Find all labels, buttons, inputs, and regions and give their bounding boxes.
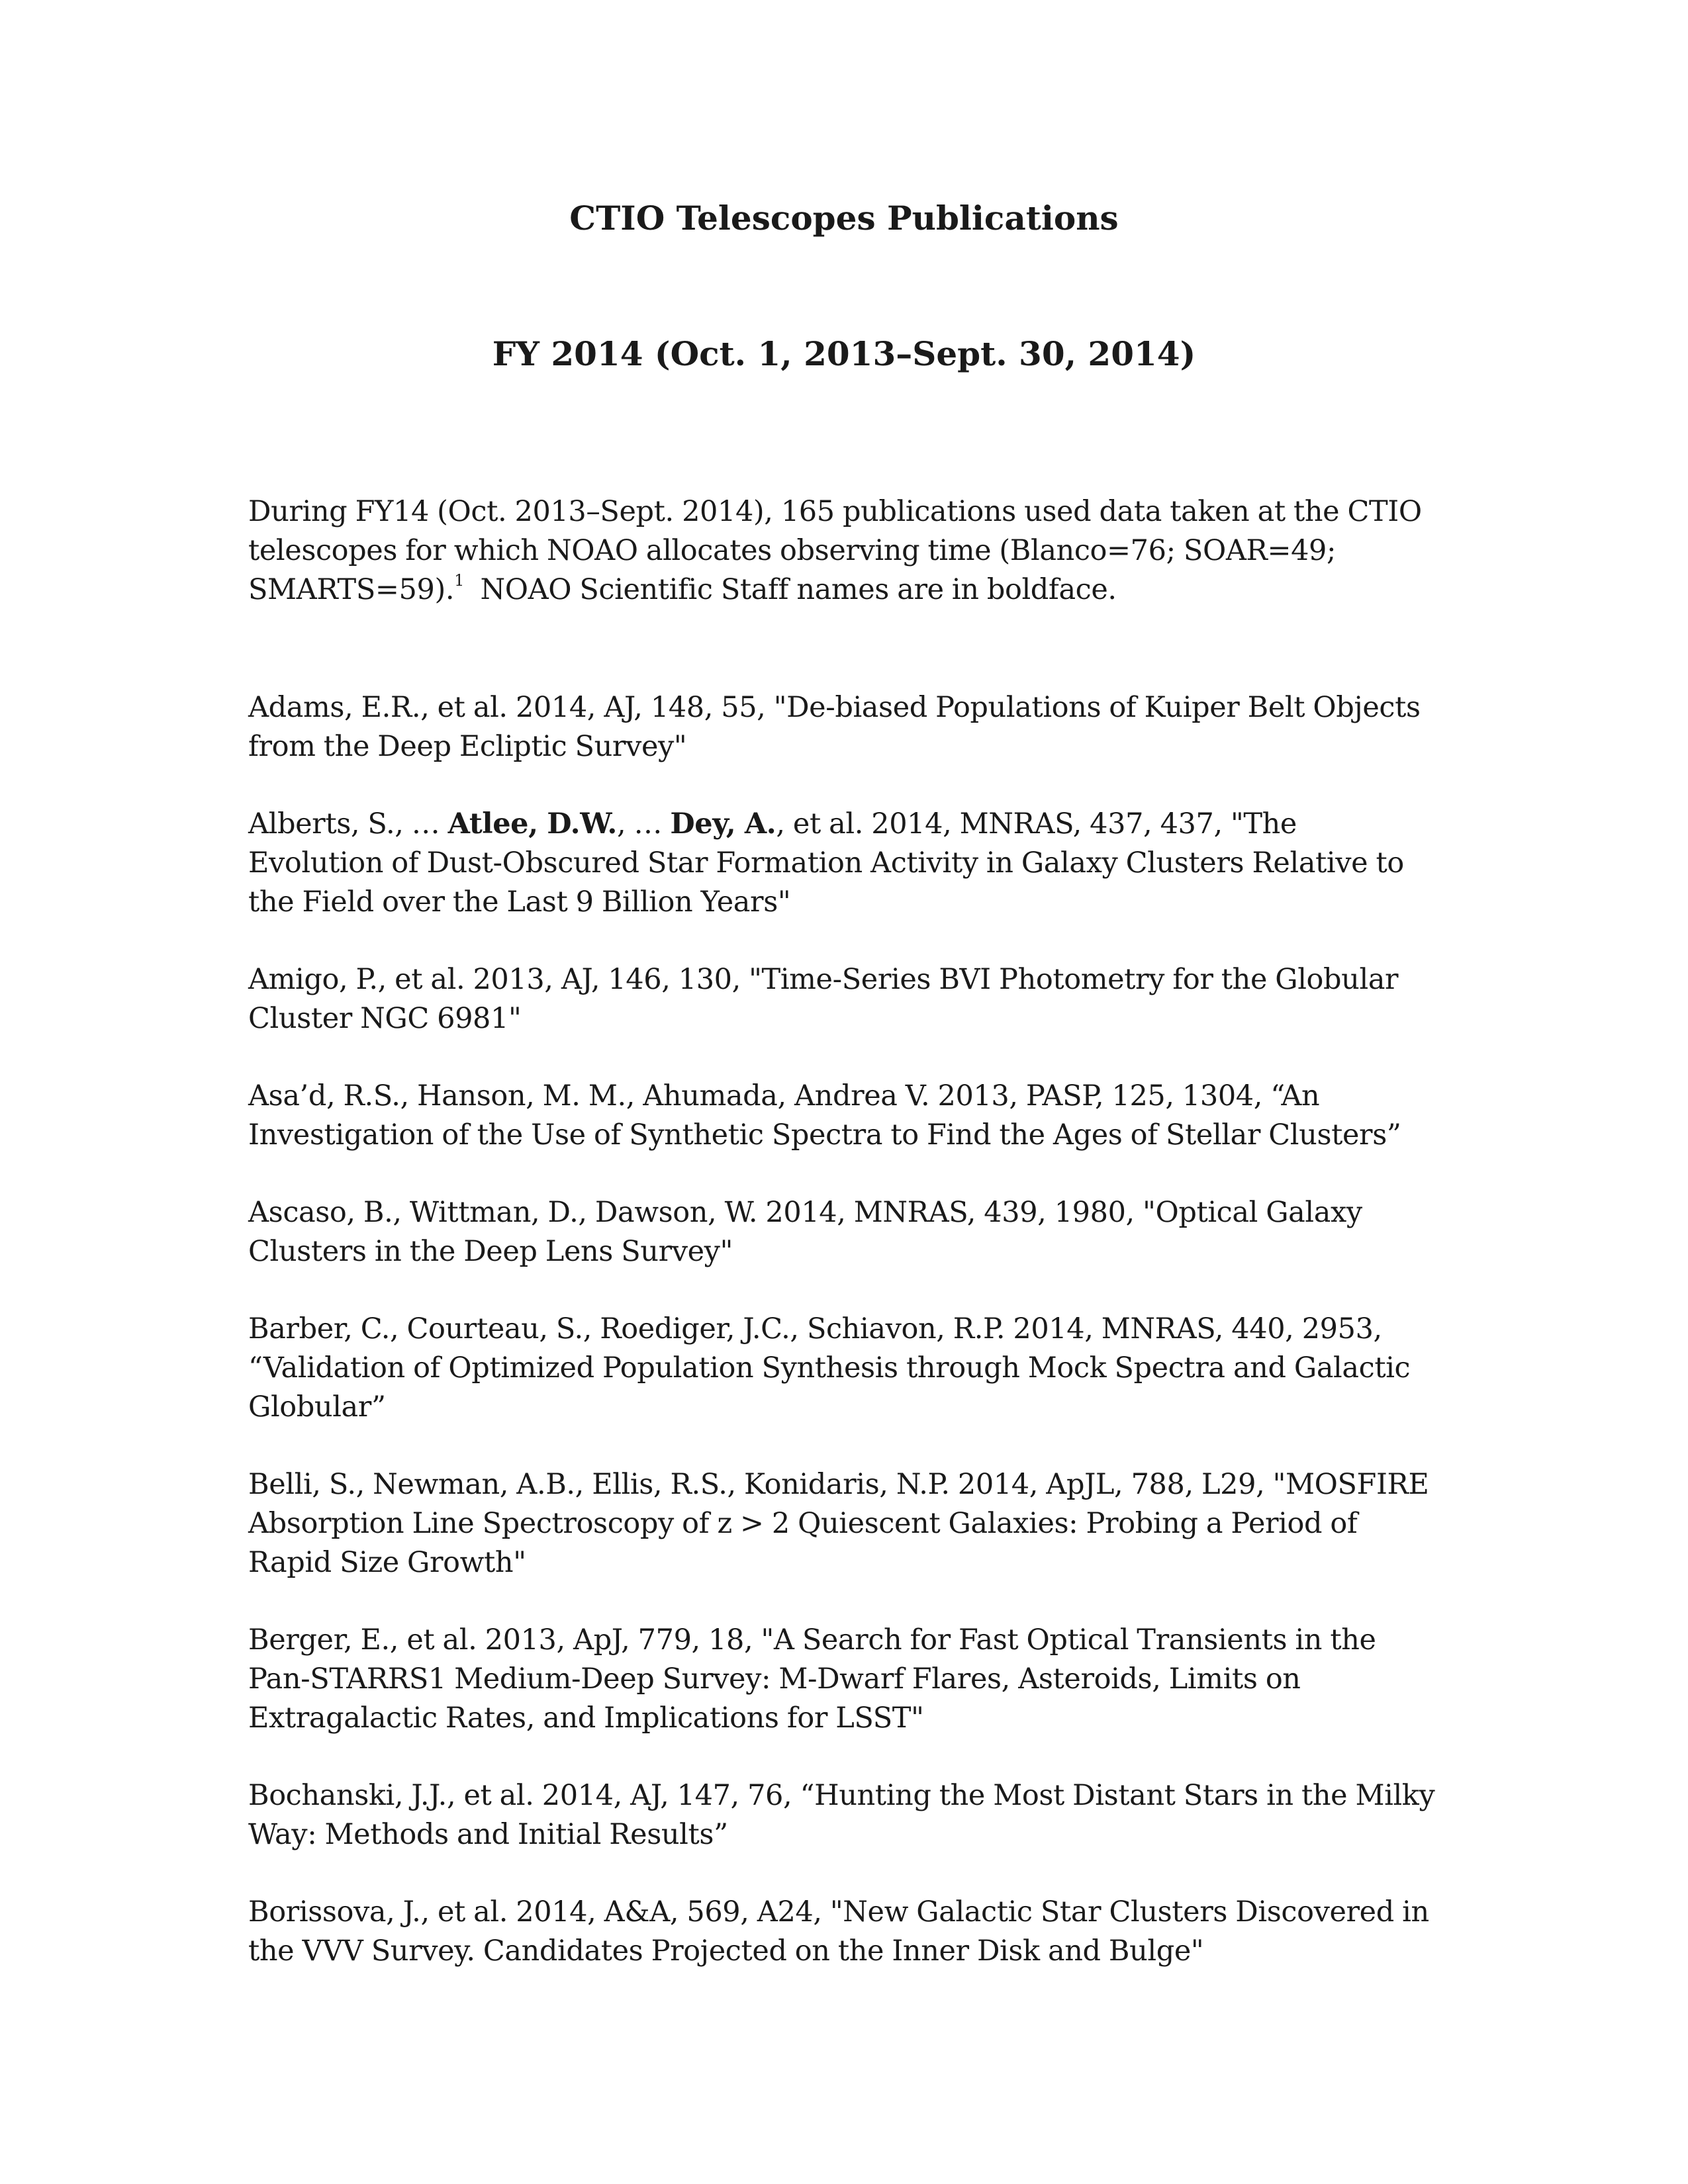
- reference-text: , et al. 2014, MNRAS, 437, 437, "The Evolution of Dust-Obscured Star Formation Activity in Galaxy Clusters Relative to the Field over the Last 9 Billion Years": [248, 807, 1404, 919]
- reference-item: [248, 1465, 1440, 1582]
- reference-text: Berger, E., et al. 2013, ApJ, 779, 18, "A Search for Fast Optical Transients in the Pan-STARRS1 Medium-Deep Survey: M-Dwarf Flares, Asteroids, Limits on Extragalactic Rates, and Implications for LSST": [248, 1623, 1376, 1735]
- staff-author-name: Atlee, D.W.: [447, 807, 617, 841]
- document-subtitle: FY 2014 (Oct. 1, 2013–Sept. 30, 2014): [492, 334, 1196, 373]
- reference-text: Ascaso, B., Wittman, D., Dawson, W. 2014, MNRAS, 439, 1980, "Optical Galaxy Clusters in the Deep Lens Survey": [248, 1196, 1362, 1268]
- reference-text: Adams, E.R., et al. 2014, AJ, 148, 55, "De-biased Populations of Kuiper Belt Objects from the Deep Ecliptic Survey": [248, 691, 1421, 763]
- reference-item: [248, 1893, 1440, 1971]
- reference-text: Borissova, J., et al. 2014, A&A, 569, A24, "New Galactic Star Clusters Discovered in the VVV Survey. Candidates Projected on the Inner Disk and Bulge": [248, 1895, 1429, 1968]
- reference-text: Belli, S., Newman, A.B., Ellis, R.S., Konidaris, N.P. 2014, ApJL, 788, L29, "MOSFIRE Absorption Line Spectroscopy of z > 2 Quiescent Galaxies: Probing a Period of Rapid Size Growth": [248, 1468, 1429, 1579]
- reference-text: Bochanski, J.J., et al. 2014, AJ, 147, 76, “Hunting the Most Distant Stars in the Milky Way: Methods and Initial Results”: [248, 1779, 1435, 1851]
- intro-text: During FY14 (Oct. 2013–Sept. 2014), 165 publications used data taken at the CTIO telescopes for which NOAO allocates observing time (Blanco=76; SOAR=49; SMARTS=59).: [248, 495, 1422, 606]
- staff-note: NOAO Scientific Staff names are in boldface.: [480, 573, 1117, 606]
- reference-text: Alberts, S., …: [248, 807, 448, 841]
- reference-text: , …: [616, 807, 671, 841]
- reference-text: Amigo, P., et al. 2013, AJ, 146, 130, "Time-Series BVI Photometry for the Globular Cluster NGC 6981": [248, 963, 1399, 1035]
- reference-item: [248, 1776, 1440, 1854]
- reference-item: [248, 1310, 1440, 1427]
- document-title: CTIO Telescopes Publications: [569, 199, 1119, 238]
- footnote-marker: 1: [454, 571, 464, 590]
- reference-text: Asa’d, R.S., Hanson, M. M., Ahumada, Andrea V. 2013, PASP, 125, 1304, “An Investigation of the Use of Synthetic Spectra to Find the Ages of Stellar Clusters”: [248, 1079, 1401, 1152]
- reference-item: [248, 688, 1440, 766]
- reference-item: [248, 1193, 1440, 1271]
- reference-item: [248, 1077, 1440, 1155]
- reference-item: [248, 1621, 1440, 1738]
- reference-item: [248, 805, 1440, 922]
- reference-item: [248, 960, 1440, 1038]
- reference-list: [248, 688, 1440, 2009]
- reference-text: Barber, C., Courteau, S., Roediger, J.C., Schiavon, R.P. 2014, MNRAS, 440, 2953, “Validation of Optimized Population Synthesis through Mock Spectra and Galactic Globular”: [248, 1312, 1411, 1424]
- staff-author-name: Dey, A.: [670, 807, 776, 841]
- intro-paragraph: [248, 492, 1440, 610]
